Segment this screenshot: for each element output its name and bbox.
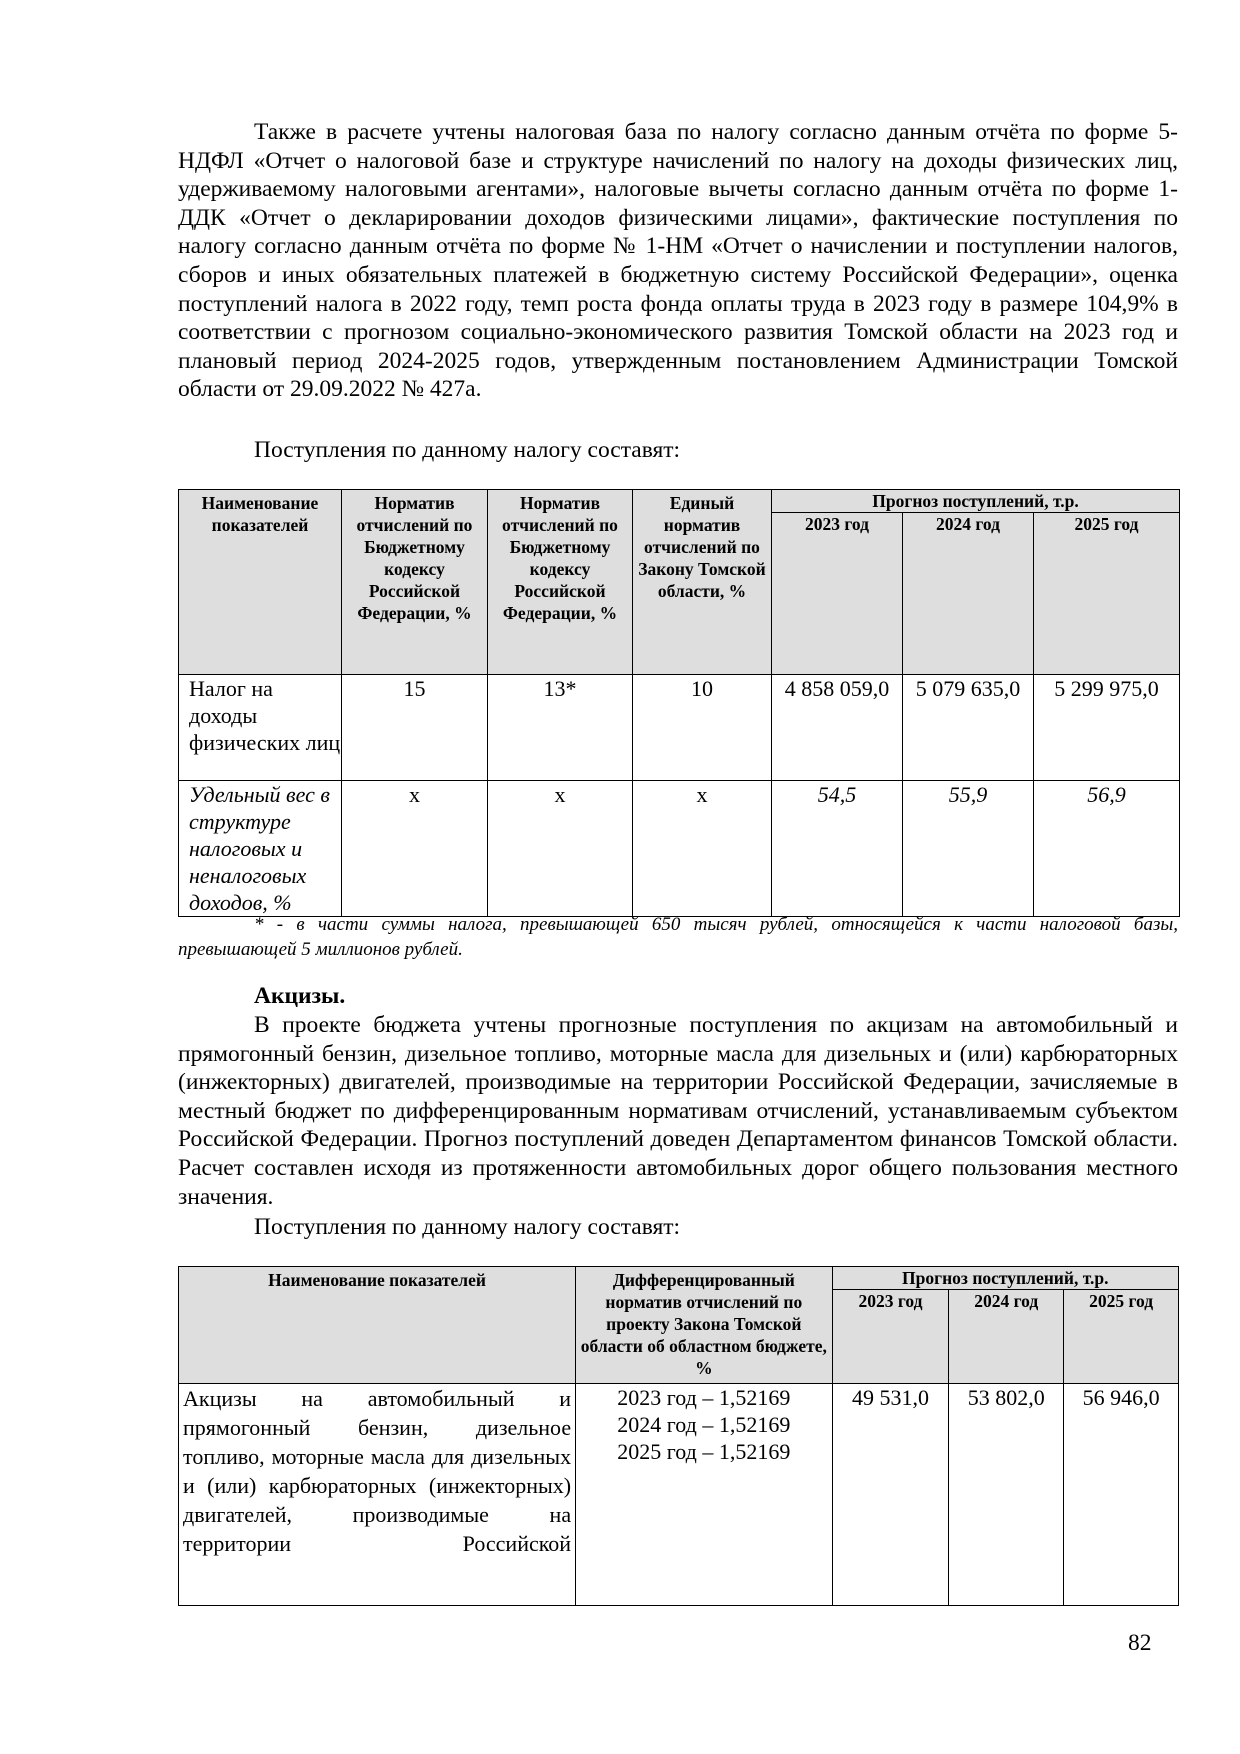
header-2023: 2023 год bbox=[772, 513, 903, 675]
norm-2025: 2025 год – 1,52169 bbox=[617, 1439, 791, 1464]
row-value-2023: 49 531,0 bbox=[832, 1384, 949, 1606]
header-diff-norm: Дифференцированный норматив отчислений по проекту Закона Томской области об областном бюджете, % bbox=[576, 1267, 832, 1384]
header-single-norm: Единый норматив отчислений по Закону Томской области, % bbox=[633, 490, 772, 675]
row-norm-2: 13* bbox=[488, 675, 633, 781]
header-forecast: Прогноз поступлений, т.р. bbox=[772, 490, 1180, 513]
header-2023: 2023 год bbox=[832, 1290, 949, 1384]
excise-table bbox=[178, 1266, 1179, 1606]
header-forecast: Прогноз поступлений, т.р. bbox=[832, 1267, 1178, 1290]
row-name: Налог на доходы физических лиц bbox=[179, 675, 342, 781]
header-norm-budget-code: Норматив отчислений по Бюджетному кодексу Российской Федерации, % bbox=[342, 490, 488, 675]
row-norm-1: х bbox=[342, 781, 488, 917]
row-diff-norm bbox=[576, 1384, 832, 1606]
footnote: * - в части суммы налога, превышающей 650 тысяч рублей, относящейся к части налоговой базы, превышающей 5 миллионов рублей. bbox=[178, 914, 1178, 960]
ndfl-table bbox=[178, 489, 1180, 917]
row-value-2024: 53 802,0 bbox=[949, 1384, 1064, 1606]
table-row bbox=[179, 1384, 1179, 1606]
receipts-line-2: Поступления по данному налогу составят: bbox=[254, 1214, 681, 1240]
header-name: Наименование показателей bbox=[179, 490, 342, 675]
header-norm-budget-code-2: Норматив отчислений по Бюджетному кодексу Российской Федерации, % bbox=[488, 490, 633, 675]
intro-paragraph: Также в расчете учтены налоговая база по налогу согласно данным отчёта по форме 5-НДФЛ «Отчет о налоговой базе и структуре начислений по налогу на доходы физических лиц, удерживаемому налоговыми агентами», налоговые вычеты согласно данным отчёта по форме 1-ДДК «Отчет о декларировании доходов физическими лицами», фактические поступления по налогу согласно данным отчёта по форме № 1-НМ «Отчет о начислении и поступлении налогов, сборов и иных обязательных платежей в бюджетную систему Российской Федерации», оценка поступлений налога в 2022 году, темп роста фонда оплаты труда в 2023 году в размере 104,9% в соответствии с прогнозом социально-экономического развития Томской области на 2023 год и плановый период 2024-2025 годов, утвержденным постановлением Администрации Томской области от 29.09.2022 № 427а. bbox=[178, 119, 1178, 403]
row-name: Удельный вес в структуре налоговых и неналоговых доходов, % bbox=[179, 781, 342, 917]
norm-2023: 2023 год – 1,52169 bbox=[617, 1385, 791, 1410]
receipts-line-1: Поступления по данному налогу составят: bbox=[254, 437, 681, 463]
table-row bbox=[179, 675, 1180, 781]
row-value-2024: 55,9 bbox=[903, 781, 1034, 917]
row-value-2023: 54,5 bbox=[772, 781, 903, 917]
excise-heading: Акцизы. bbox=[254, 983, 346, 1009]
row-norm-2: х bbox=[488, 781, 633, 917]
row-value-2025: 56 946,0 bbox=[1064, 1384, 1179, 1606]
row-norm-3: 10 bbox=[633, 675, 772, 781]
norm-2024: 2024 год – 1,52169 bbox=[617, 1412, 791, 1437]
header-2025: 2025 год bbox=[1034, 513, 1180, 675]
row-norm-1: 15 bbox=[342, 675, 488, 781]
page-number: 82 bbox=[1128, 1630, 1152, 1656]
table-row bbox=[179, 781, 1180, 917]
row-norm-3: х bbox=[633, 781, 772, 917]
header-2025: 2025 год bbox=[1064, 1290, 1179, 1384]
row-value-2025: 56,9 bbox=[1034, 781, 1180, 917]
header-2024: 2024 год bbox=[949, 1290, 1064, 1384]
row-value-2023: 4 858 059,0 bbox=[772, 675, 903, 781]
header-2024: 2024 год bbox=[903, 513, 1034, 675]
row-value-2025: 5 299 975,0 bbox=[1034, 675, 1180, 781]
row-value-2024: 5 079 635,0 bbox=[903, 675, 1034, 781]
row-name: Акцизы на автомобильный и прямогонный бензин, дизельное топливо, моторные масла для дизельных и (или) карбюраторных (инжекторных) двигателей, производимые на территории Российской bbox=[179, 1384, 576, 1606]
header-name: Наименование показателей bbox=[179, 1267, 576, 1384]
excise-paragraph: В проекте бюджета учтены прогнозные поступления по акцизам на автомобильный и прямогонный бензин, дизельное топливо, моторные масла для дизельных и (или) карбюраторных (инжекторных) двигателей, производимые на территории Российской Федерации, зачисляемые в местный бюджет по дифференцированным нормативам отчислений, устанавливаемым субъектом Российской Федерации. Прогноз поступлений доведен Департаментом финансов Томской области. Расчет составлен исходя из протяженности автомобильных дорог общего пользования местного значения. bbox=[178, 1012, 1178, 1210]
